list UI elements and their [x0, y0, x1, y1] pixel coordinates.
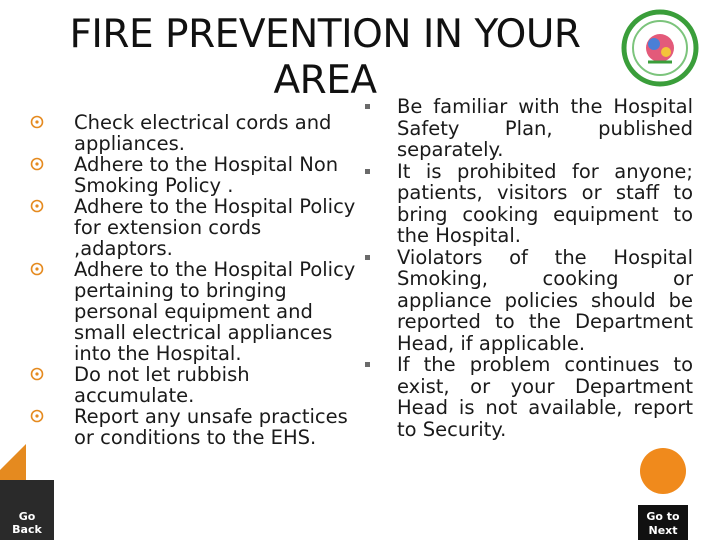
left-list-item — [30, 154, 360, 196]
left-list-item — [30, 364, 360, 406]
square-bullet-icon — [365, 104, 370, 109]
right-item-text: Be familiar with the Hospital Safety Plan, published separately. — [397, 95, 693, 161]
circle-bullet-icon — [30, 262, 44, 276]
left-bullet-list — [30, 112, 360, 448]
right-item-text: It is prohibited for anyone; patients, visitors or staff to bring cooking equipment to the Hospital. — [397, 159, 693, 247]
page-title: FIRE PREVENTION IN YOUR AREA — [69, 12, 581, 103]
go-back-line1: Go — [18, 510, 36, 523]
left-list-item — [30, 196, 360, 259]
left-item-text: Adhere to the Hospital Policy for extension cords ,adaptors. — [74, 195, 356, 260]
hospital-logo-icon — [618, 6, 702, 90]
square-bullet-icon — [365, 169, 370, 174]
left-item-text: Adhere to the Hospital Policy pertaining to bringing personal equipment and small electrical appliances into the Hospital. — [74, 258, 356, 365]
go-next-line2: Next — [648, 524, 678, 537]
right-bullet-list — [365, 96, 693, 440]
right-list-item — [365, 161, 693, 247]
right-list-item — [365, 354, 693, 440]
circle-bullet-icon — [30, 115, 44, 129]
circle-bullet-icon — [30, 367, 44, 381]
right-item-text: Violators of the Hospital Smoking, cooking or appliance policies should be reported to the Department Head, if applicable. — [397, 245, 693, 355]
go-next-line1: Go to — [646, 510, 680, 523]
left-item-text: Adhere to the Hospital Non Smoking Policy . — [74, 153, 339, 197]
go-to-next-label[interactable] — [638, 510, 688, 538]
circle-bullet-icon — [30, 409, 44, 423]
square-bullet-icon — [365, 255, 370, 260]
circle-bullet-icon — [30, 157, 44, 171]
left-list-item — [30, 259, 360, 364]
right-list-item — [365, 96, 693, 161]
left-list-item — [30, 112, 360, 154]
orange-circle-decoration — [640, 448, 686, 494]
left-item-text: Check electrical cords and appliances. — [74, 111, 332, 155]
right-list-item — [365, 247, 693, 355]
left-item-text: Report any unsafe practices or conditions to the EHS. — [74, 405, 348, 449]
right-item-text: If the problem continues to exist, or your Department Head is not available, report to Security. — [397, 353, 693, 441]
circle-bullet-icon — [30, 199, 44, 213]
left-item-text: Do not let rubbish accumulate. — [74, 363, 250, 407]
left-list-item — [30, 406, 360, 448]
go-back-line2: Back — [12, 523, 42, 536]
go-back-label[interactable] — [0, 510, 54, 536]
square-bullet-icon — [365, 362, 370, 367]
